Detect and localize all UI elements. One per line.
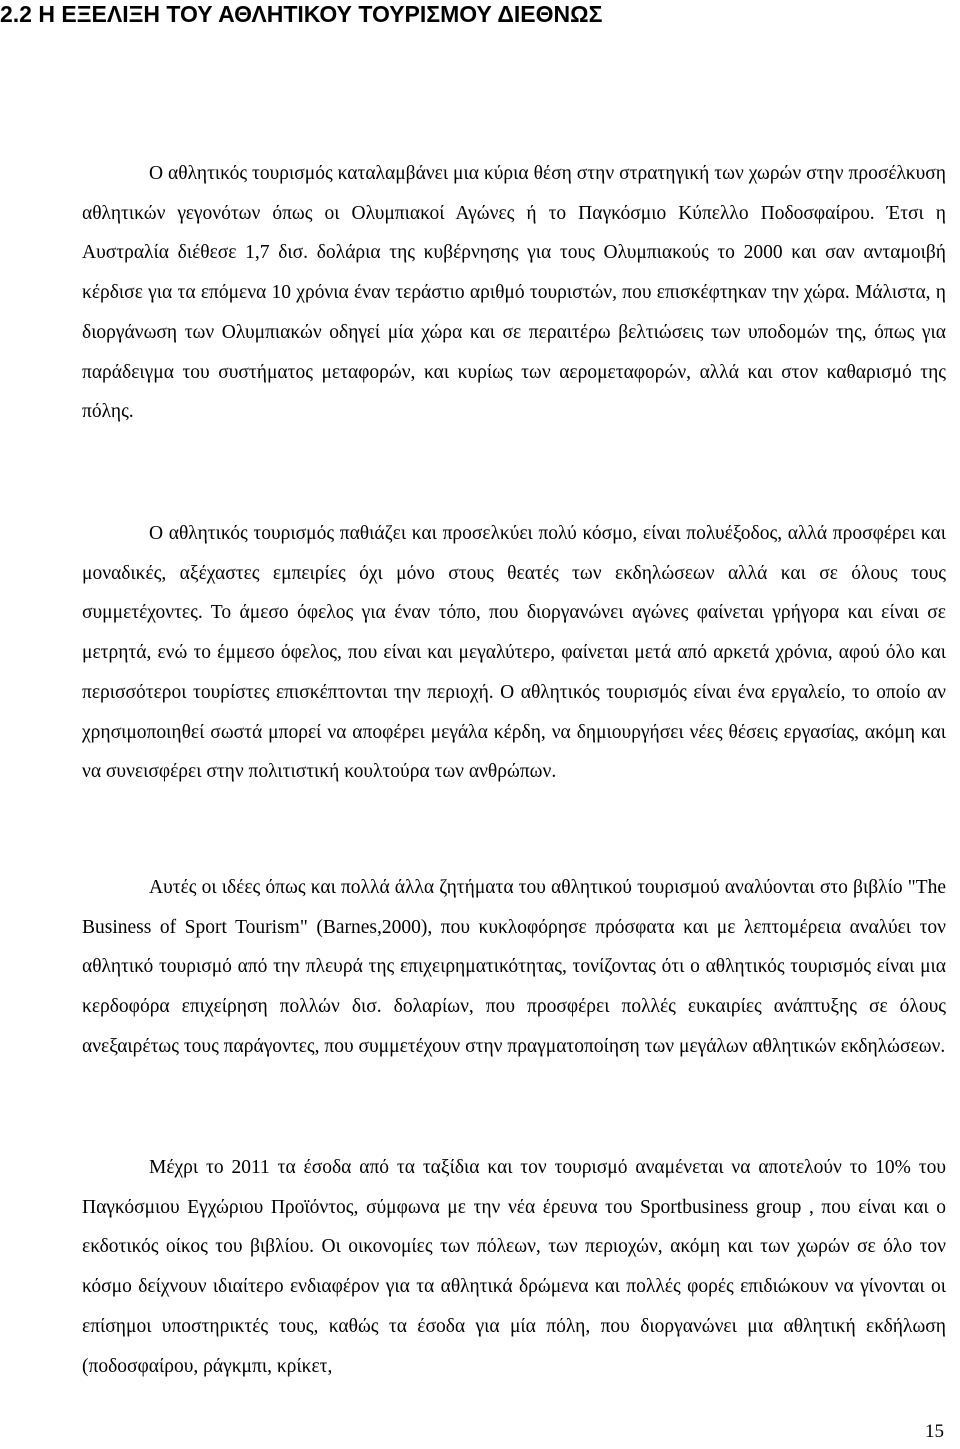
paragraph-2: Ο αθλητικός τουρισμός παθιάζει και προσελκύει πολύ κόσμο, είναι πολυέξοδος, αλλά προσφέρει και μοναδικές, αξέχαστες εμπειρίες όχι μόνο στους θεατές των εκδηλώσεων αλλά και σε όλους τους συμμετέχοντες. Το άμεσο όφελος για έναν τόπο, που διοργανώνει αγώνες φαίνεται γρήγορα και είναι σε μετρητά, ενώ το έμμεσο όφελος, που είναι και μεγαλύτερο, φαίνεται μετά από αρκετά χρόνια, αφού όλο και περισσότεροι τουρίστες επισκέπτονται την περιοχή. Ο αθλητικός τουρισμός είναι ένα εργαλείο, το οποίο αν χρησιμοποιηθεί σωστά μπορεί να αποφέρει μεγάλα κέρδη, να δημιουργήσει νέες θέσεις εργασίας, ακόμη και να συνεισφέρει στην πολιτιστική κουλτούρα των ανθρώπων. — [82, 523, 946, 783]
paragraph-1: Ο αθλητικός τουρισμός καταλαμβάνει μια κύρια θέση στην στρατηγική των χωρών στην προσέλκυση αθλητικών γεγονότων όπως οι Ολυμπιακοί Αγώνες ή το Παγκόσμιο Κύπελλο Ποδοσφαίρου. Έτσι η Αυστραλία διέθεσε 1,7 δισ. δολάρια της κυβέρνησης για τους Ολυμπιακούς το 2000 και σαν ανταμοιβή κέρδισε για τα επόμενα 10 χρόνια έναν τεράστιο αριθμό τουριστών, που επισκέφτηκαν την χώρα. Μάλιστα, η διοργάνωση των Ολυμπιακών οδηγεί μία χώρα και σε περαιτέρω βελτιώσεις των υποδομών της, όπως για παράδειγμα του συστήματος μεταφορών, και κυρίως των αερομεταφορών, αλλά και στον καθαρισμό της πόλης. — [82, 163, 946, 423]
section-heading: 2.2 Η ΕΞΕΛΙΞΗ ΤΟΥ ΑΘΛΗΤΙΚΟΥ ΤΟΥΡΙΣΜΟΥ ΔΙΕΘΝΩΣ — [0, 1, 603, 27]
paragraph-4: Μέχρι το 2011 τα έσοδα από τα ταξίδια και τον τουρισμό αναμένεται να αποτελούν το 10% του Παγκόσμιου Εγχώριου Προϊόντος, σύμφωνα με την νέα έρευνα του Sportbusiness group , που είναι και ο εκδοτικός οίκος του βιβλίου. Οι οικονομίες των πόλεων, των περιοχών, ακόμη και των χωρών σε όλο τον κόσμο δείχνουν ιδιαίτερο ενδιαφέρον για τα αθλητικά δρώμενα και πολλές φορές επιδιώκουν να γίνονται οι επίσημοι υποστηρικτές τους, καθώς τα έσοδα για μία πόλη, που διοργανώνει μια αθλητική εκδήλωση (ποδοσφαίρου, ράγκμπι, κρίκετ, — [82, 1157, 946, 1377]
page-number: 15 — [925, 1421, 944, 1442]
paragraph-3: Αυτές οι ιδέες όπως και πολλά άλλα ζητήματα του αθλητικού τουρισμού αναλύονται στο βιβλίο "The Business of Sport Tourism" (Barnes,2000), που κυκλοφόρησε πρόσφατα και με λεπτομέρεια αναλύει τον αθλητικό τουρισμό από την πλευρά της επιχειρηματικότητας, τονίζοντας ότι ο αθλητικός τουρισμός είναι μια κερδοφόρα επιχείρηση πολλών δισ. δολαρίων, που προσφέρει πολλές ευκαιρίες ανάπτυξης σε όλους ανεξαιρέτως τους παράγοντες, που συμμετέχουν στην πραγματοποίηση των μεγάλων αθλητικών εκδηλώσεων. — [82, 877, 946, 1057]
